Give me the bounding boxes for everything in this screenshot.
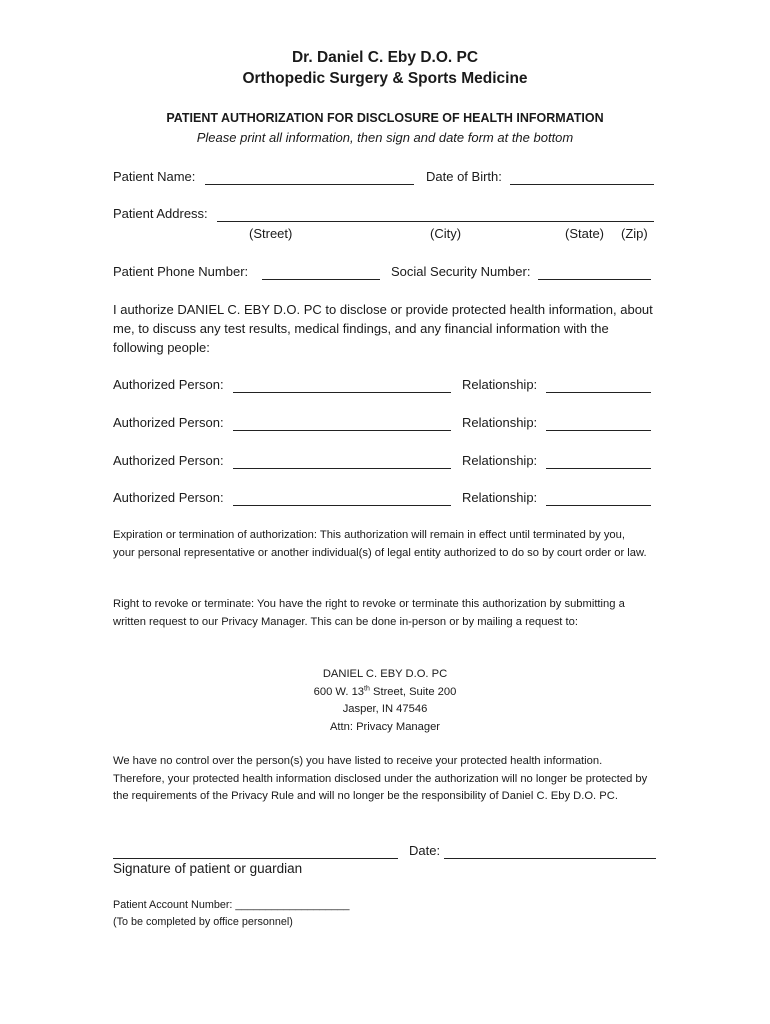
practice-name: Dr. Daniel C. Eby D.O. PC xyxy=(291,49,479,66)
date-label: Date: xyxy=(409,843,441,858)
relationship-line[interactable] xyxy=(546,505,651,506)
mailing-address-street: 600 W. 13th Street, Suite 200 xyxy=(313,685,457,698)
date-of-birth-label: Date of Birth: xyxy=(426,169,502,184)
expiration-paragraph: Expiration or termination of authorization: This authorization will remain in effect until terminated by you, your personal representative or another individual(s) of legal entity authorized to do so by court order or law. xyxy=(113,529,647,559)
ssn-label: Social Security Number: xyxy=(391,264,531,279)
patient-address-line[interactable] xyxy=(217,221,654,222)
ssn-line[interactable] xyxy=(538,279,651,280)
zip-caption: (Zip) xyxy=(621,226,648,241)
form-heading: PATIENT AUTHORIZATION FOR DISCLOSURE OF HEALTH INFORMATION xyxy=(166,111,604,125)
relationship-label: Relationship: xyxy=(462,415,538,430)
control-paragraph: We have no control over the person(s) you have listed to receive your protected health information. Therefore, your protected health information disclosed under the authorization will no longer be protected by the requirements of the Privacy Rule and will no longer be the responsibility of Daniel C. Eby D.O. PC. xyxy=(113,755,648,802)
patient-name-line[interactable] xyxy=(205,184,414,185)
patient-name-label: Patient Name: xyxy=(113,169,196,184)
phone-number-label: Patient Phone Number: xyxy=(113,264,249,279)
city-caption: (City) xyxy=(430,226,462,241)
state-caption: (State) xyxy=(565,226,605,241)
mailing-address-attn: Attn: Privacy Manager xyxy=(329,721,441,733)
relationship-line[interactable] xyxy=(546,392,651,393)
authorized-person-label: Authorized Person: xyxy=(113,415,224,430)
date-line[interactable] xyxy=(444,858,656,859)
authorized-person-label: Authorized Person: xyxy=(113,453,224,468)
signature-caption: Signature of patient or guardian xyxy=(113,861,303,876)
date-of-birth-line[interactable] xyxy=(510,184,654,185)
mailing-address-name: DANIEL C. EBY D.O. PC xyxy=(322,668,448,680)
form-instruction: Please print all information, then sign and date form at the bottom xyxy=(196,130,574,145)
relationship-line[interactable] xyxy=(546,468,651,469)
relationship-label: Relationship: xyxy=(462,490,538,505)
signature-line[interactable] xyxy=(113,858,398,859)
phone-number-line[interactable] xyxy=(262,279,380,280)
mailing-address-city: Jasper, IN 47546 xyxy=(342,703,428,715)
revoke-paragraph: Right to revoke or terminate: You have the right to revoke or terminate this authorization by submitting a written request to our Privacy Manager. This can be done in-person or by mailing a request to: xyxy=(113,598,625,628)
authorized-person-label: Authorized Person: xyxy=(113,490,224,505)
relationship-line[interactable] xyxy=(546,430,651,431)
authorize-paragraph: I authorize DANIEL C. EBY D.O. PC to disclose or provide protected health information, about me, to discuss any test results, medical findings, and any financial information with the following people: xyxy=(113,302,653,355)
relationship-label: Relationship: xyxy=(462,377,538,392)
relationship-label: Relationship: xyxy=(462,453,538,468)
authorized-person-line[interactable] xyxy=(233,468,451,469)
patient-account-number: Patient Account Number: ___________________ xyxy=(113,899,350,911)
practice-specialty: Orthopedic Surgery & Sports Medicine xyxy=(242,70,528,87)
office-personnel-note: (To be completed by office personnel) xyxy=(113,916,293,928)
authorized-person-line[interactable] xyxy=(233,430,451,431)
authorized-person-line[interactable] xyxy=(233,392,451,393)
authorized-person-line[interactable] xyxy=(233,505,451,506)
street-caption: (Street) xyxy=(249,226,293,241)
authorized-person-label: Authorized Person: xyxy=(113,377,224,392)
patient-address-label: Patient Address: xyxy=(113,206,208,221)
